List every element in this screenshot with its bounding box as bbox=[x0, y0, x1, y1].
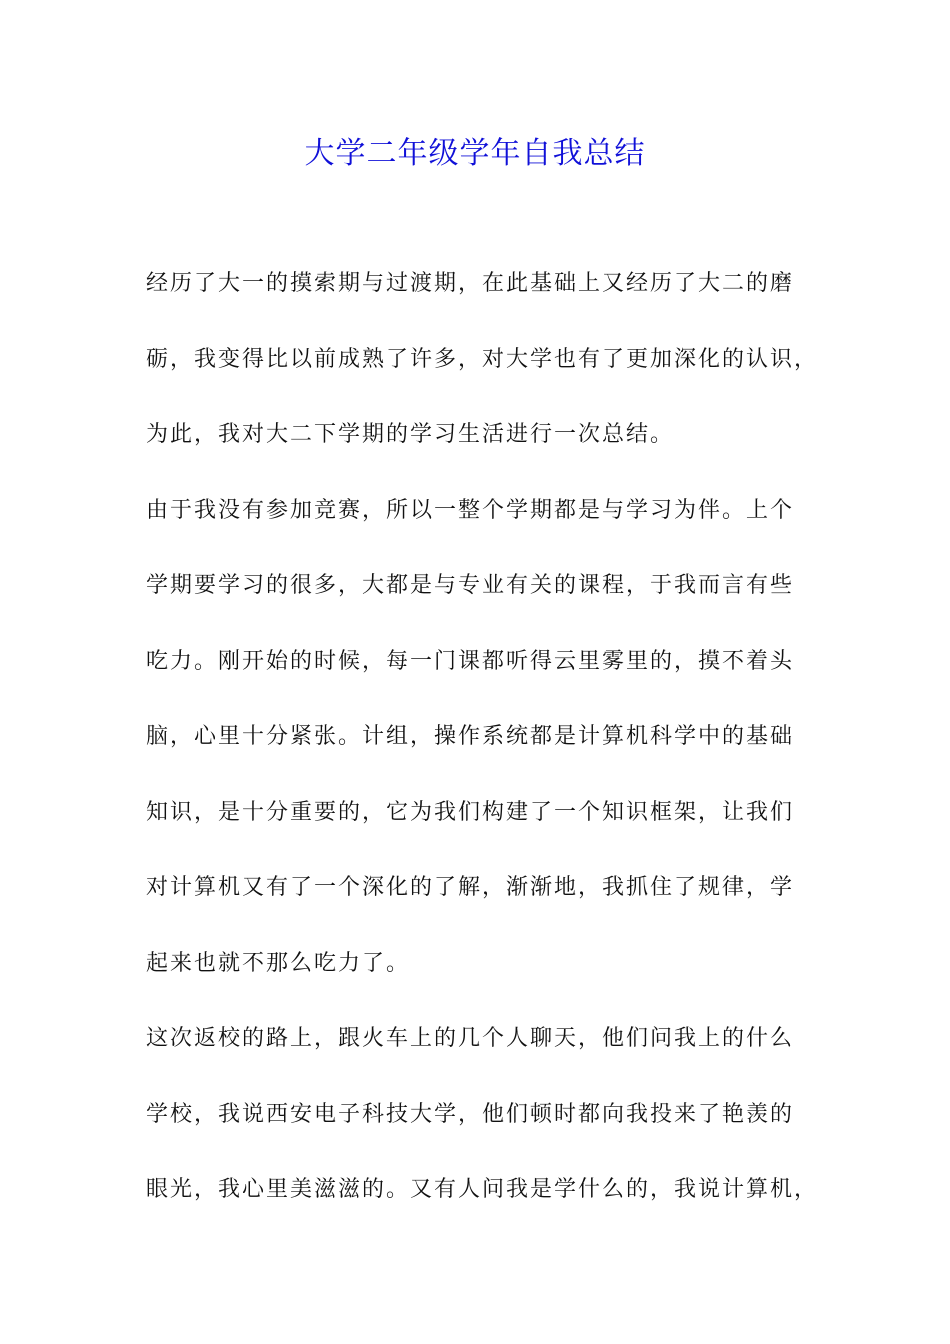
text-line: 这次返校的路上，跟火车上的几个人聊天，他们问我上的什么 bbox=[146, 1026, 795, 1051]
text-line: 知识，是十分重要的，它为我们构建了一个知识框架，让我们 bbox=[146, 799, 795, 825]
text-line: 眼光，我心里美滋滋的。又有人问我是学什么的，我说计算机， bbox=[146, 1177, 819, 1202]
document-title: 大学二年级学年自我总结 bbox=[304, 136, 646, 171]
text-line: 吃力。刚开始的时候，每一门课都听得云里雾里的，摸不着头 bbox=[146, 648, 795, 674]
text-line: 为此，我对大二下学期的学习生活进行一次总结。 bbox=[146, 422, 675, 447]
text-line: 砺，我变得比以前成熟了许多，对大学也有了更加深化的认识， bbox=[146, 346, 819, 372]
text-line: 对计算机又有了一个深化的了解，渐渐地，我抓住了规律，学 bbox=[146, 875, 795, 900]
text-line: 起来也就不那么吃力了。 bbox=[146, 950, 411, 976]
text-line: 经历了大一的摸索期与过渡期，在此基础上又经历了大二的磨 bbox=[146, 271, 795, 296]
text-line: 学期要学习的很多，大都是与专业有关的课程，于我而言有些 bbox=[146, 573, 795, 598]
text-line: 由于我没有参加竞赛，所以一整个学期都是与学习为伴。上个 bbox=[146, 497, 795, 523]
document-body bbox=[146, 262, 819, 1244]
text-line: 学校，我说西安电子科技大学，他们顿时都向我投来了艳羡的 bbox=[146, 1101, 795, 1127]
text-line: 脑，心里十分紧张。计组，操作系统都是计算机科学中的基础 bbox=[146, 724, 795, 749]
